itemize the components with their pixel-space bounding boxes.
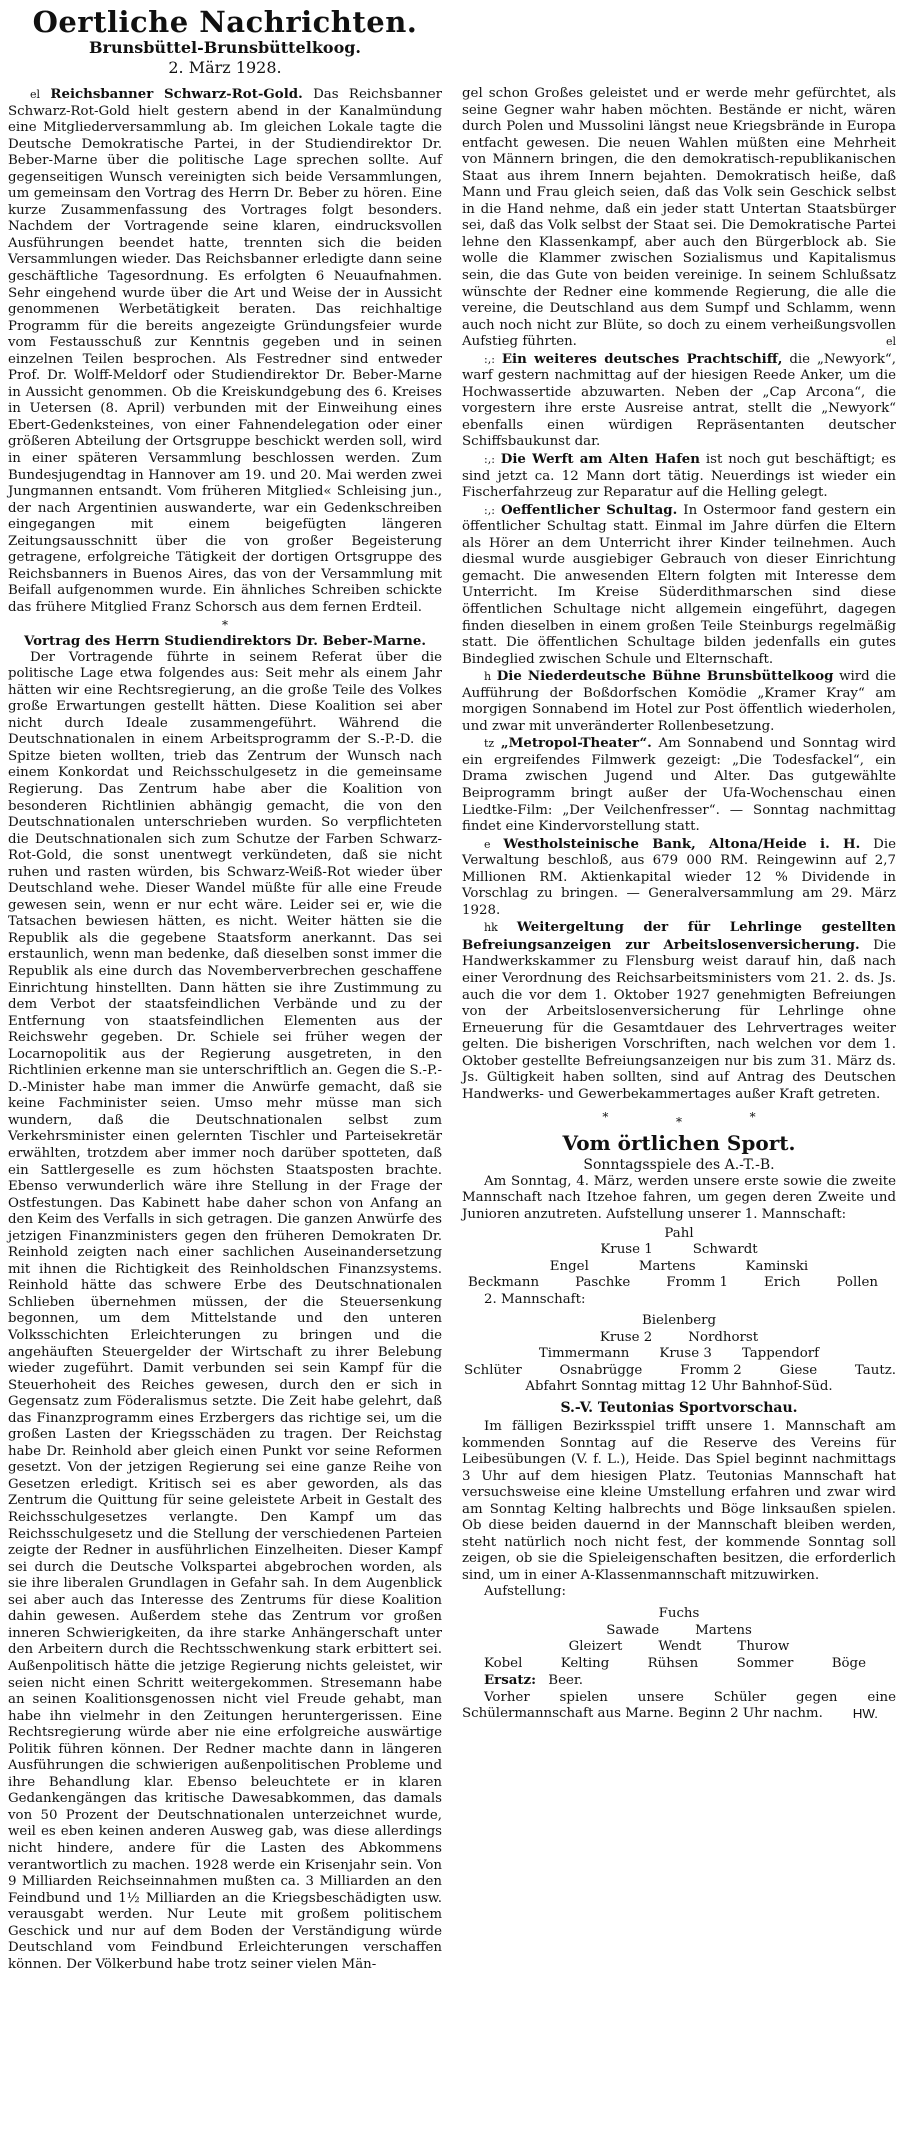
item-body: Am Sonnabend und Sonntag wird ein ergreifendes Filmwerk gezeigt: „Die Todesfackel“, ein Drama zwischen Jugend und Alter. Das gutgewählte Beiprogramm bringt außer der Ufa-Wochenschau einen Liedtke-Film: „Der Veilchenfresser“. — Sonntag nachmittag findet eine Kindervorstellung statt. bbox=[462, 736, 896, 835]
signature: HW. bbox=[852, 1706, 878, 1722]
lineup-row bbox=[462, 1656, 896, 1673]
lineup-row bbox=[462, 1259, 896, 1276]
asterisk: * bbox=[749, 1110, 756, 1125]
news-item bbox=[462, 668, 896, 735]
player: Fromm 2 bbox=[680, 1362, 742, 1378]
player: Schwardt bbox=[692, 1242, 758, 1258]
article-body: Das Reichsbanner Schwarz-Rot-Gold hielt gestern abend in der Kanalmündung eine Mitgliederversammlung ab. Im gleichen Lokale tagte die Deutsche Demokratische Partei, in der Studiendirektor Dr. Beber-Marne über die politische Lage sprechen sollte. Auf gegenseitigen Wunsch vereinigten sich beide Versammlungen, um gemeinsam den Vortrag des Herrn Dr. Beber zu hören. Eine kurze Zusammenfassung des Vortrages folgt besonders. Nachdem der Vortragende seine klaren, eindrucksvollen Ausführungen beendet hatte, trennten sich die beiden Versammlungen wieder. Das Reichsbanner erledigte dann seine geschäftliche Tagesordnung. Es erfolgten 6 Neuaufnahmen. Sehr eingehend wurde über die Art und Weise der in Aussicht genommenen Werbetätigkeit beraten. Das reichhaltige Programm für die bereits angezeigte Gründungsfeier wurde vom Festausschuß zur Kenntnis gegeben und in seinen einzelnen Teilen besprochen. Als Festredner sind entweder Prof. Dr. Wolff-Meldorf oder Studiendirektor Dr. Beber-Marne in Aussicht genommen. Ob die Kreiskundgebung des 6. Kreises in Uetersen (8. April) verbunden mit der Einweihung eines Ebert-Gedenksteines, von einer Fahnendelegation oder einer größeren Abteilung der Ortsgruppe beschickt werden soll, wird in einer späteren Versammlung beschlossen werden. Zum Bundesjugendtag in Hannover am 19. und 20. Mai werden zwei Jungmannen entsandt. Vom früheren Mitglied« Schleising jun., der nach Argentinien auswanderte, war ein Gedenkschreiben eingegangen mit einem beigefügten längeren Zeitungsausschnitt über die von großer Begeisterung getragene, erfolgreiche Tätigkeit der dortigen Ortsgruppe des Reichsbanners in Buenos Aires, das von der Versammlung mit Beifall aufgenommen wurde. Ein ähnliches Schreiben schickte das frühere Mitglied Franz Schorsch aus dem fernen Erdteil. bbox=[8, 87, 442, 615]
departure-note: Abfahrt Sonntag mittag 12 Uhr Bahnhof-Süd. bbox=[525, 1379, 833, 1395]
item-mark: :,: bbox=[484, 503, 495, 517]
left-column bbox=[8, 86, 442, 1973]
lineup-row bbox=[462, 1623, 896, 1640]
lineup-row bbox=[462, 1242, 896, 1259]
asterisk: * bbox=[602, 1110, 609, 1125]
player: Kelting bbox=[560, 1655, 610, 1671]
lineup-row bbox=[462, 1606, 896, 1623]
item-body: Die Handwerkskammer zu Flensburg weist darauf hin, daß nach einer Verordnung des Reichsarbeitsministers vom 21. 2. ds. Js. auch die vor dem 1. Oktober 1927 genehmigten Befreiungen von der Arbeitslosenversicherung für Lehrlinge ohne Erneuerung für die Gesamtdauer des Lehrvertrages weiter gelten. Die bisherigen Vorschriften, nach welchen vor dem 1. Oktober gestellte Befreiungsanzeigen nur bis zum 31. März ds. Js. Gültigkeit haben sollten, sind auf Antrag des Deutschen Handwerks- und Gewerbekammertages außer Kraft getreten. bbox=[462, 937, 896, 1102]
player: Sawade bbox=[606, 1622, 660, 1638]
lineup-team1 bbox=[462, 1226, 896, 1292]
item-mark: h bbox=[484, 670, 492, 684]
player: Martens bbox=[695, 1622, 752, 1638]
news-item bbox=[462, 735, 896, 835]
player: Erich bbox=[764, 1275, 801, 1291]
player: Timmermann bbox=[538, 1346, 630, 1362]
article-reichsbanner bbox=[8, 86, 442, 617]
player: Fromm 1 bbox=[666, 1275, 729, 1291]
player: Kruse 3 bbox=[659, 1346, 712, 1362]
article-body: gel schon Großes geleistet und er werde mehr gefürchtet, als seine Gegner wahr haben möchten. Bestände er nicht, wären durch Polen und Mussolini längst neue Kriegsbrände in Europa entfacht gewesen. Die neuen Wahlen müßten eine Mehrheit von Männern bringen, die den demokratisch-republikanischen Staat aus ihrem Innern bejahten. Demokratisch heiße, daß Mann und Frau gleich seien, daß das Volk sein Geschick selbst in die Hand nehme, daß ein jeder statt Untertan Staatsbürger sei, daß das Volk selbst der Staat sei. Die Demokratische Partei lehne den Klassenkampf, aber auch den Bürgerblock ab. Sie wolle die Klammer zwischen Sozialismus und Kapitalismus sein, die das Gute von beiden vereinige. In seinem Schlußsatz wünschte der Redner eine kommende Regierung, die alle die vereine, die Deutschland aus dem Sumpf und Schlamm, wenn auch noch nicht zur Blüte, so doch zu einem verheißungsvollen Aufstieg führten. bbox=[462, 86, 896, 350]
sport-subheading-teutonia: S.-V. Teutonias Sportvorschau. bbox=[560, 1400, 798, 1417]
author-mark: el bbox=[885, 335, 896, 349]
player: Gleizert bbox=[568, 1639, 623, 1655]
player: Kruse 2 bbox=[599, 1329, 653, 1345]
news-item bbox=[462, 919, 896, 1103]
item-headline: Weitergeltung der für Lehrlinge gestellten Befreiungsanzeigen zur Arbeitslosenversicherung. bbox=[462, 919, 896, 953]
player: Nordhorst bbox=[688, 1329, 759, 1345]
player: Beckmann bbox=[468, 1275, 540, 1291]
player: Martens bbox=[638, 1258, 696, 1274]
player: Tautz. bbox=[854, 1362, 896, 1378]
closing-text: Vorher spielen unsere Schüler gegen eine Schülermannschaft aus Marne. Beginn 2 Uhr nachm. bbox=[462, 1689, 896, 1722]
player: Kobel bbox=[484, 1655, 523, 1671]
item-headline: „Metropol-Theater“. bbox=[500, 735, 652, 752]
player: Bielenberg bbox=[641, 1313, 717, 1329]
closing-note bbox=[462, 1690, 896, 1723]
separator-asterisks bbox=[462, 1109, 896, 1130]
ersatz-value: Beer. bbox=[548, 1673, 584, 1689]
item-mark: hk bbox=[484, 921, 498, 935]
lineup-team2 bbox=[462, 1313, 896, 1379]
masthead bbox=[8, 6, 442, 78]
asterisk: * bbox=[676, 1115, 682, 1130]
player: Osnabrügge bbox=[559, 1362, 643, 1378]
player: Engel bbox=[549, 1258, 589, 1274]
news-items bbox=[462, 351, 896, 1104]
masthead-date: 2. März 1928. bbox=[168, 58, 282, 77]
news-item bbox=[462, 451, 896, 502]
lineup-row bbox=[462, 1275, 896, 1292]
sport-subheading-atb: Sonntagsspiele des A.-T.-B. bbox=[583, 1156, 775, 1173]
player: Pollen bbox=[836, 1275, 878, 1291]
item-body: In Ostermoor fand gestern ein öffentlicher Schultag statt. Einmal im Jahre dürfen die Eltern als Hörer an dem Unterricht ihrer Kinder teilnehmen. Auch diesmal wurde ausgiebiger Gebrauch von dieser Einrichtung gemacht. Die anwesenden Eltern folgten mit Interesse dem Unterricht. Im Kreise Süderdithmarschen sind diese öffentlichen Schultage nicht allgemein eingeführt, dagegen finden dieselben in einem großen Teile Steinburgs regelmäßig statt. Die öffentlichen Schultage bilden jedenfalls ein gutes Bindeglied zwischen Schule und Elternschaft. bbox=[462, 502, 897, 667]
player: Schlüter bbox=[464, 1362, 522, 1378]
item-headline: Die Niederdeutsche Bühne Brunsbüttelkoog bbox=[496, 668, 834, 685]
player: Giese bbox=[779, 1362, 818, 1378]
news-item bbox=[462, 836, 896, 920]
item-mark: :,: bbox=[484, 352, 495, 366]
sport-section-title: Vom örtlichen Sport. bbox=[562, 1130, 796, 1155]
player: Wendt bbox=[658, 1639, 702, 1655]
article-continuation bbox=[462, 86, 896, 351]
player: Kruse 1 bbox=[600, 1242, 653, 1258]
player: Thurow bbox=[737, 1639, 790, 1655]
news-item bbox=[462, 502, 896, 668]
lineup-row bbox=[462, 1639, 896, 1656]
item-body: Die Verwaltung beschloß, aus 679 000 RM. Reingewinn auf 2,7 Millionen RM. Aktienkapital wieder 12 % Dividende in Vorschlag zu bringen. — Generalversammlung am 29. März 1928. bbox=[462, 836, 896, 918]
item-mark: :,: bbox=[484, 453, 495, 467]
item-body: die „Newyork“, warf gestern nachmittag auf der hiesigen Reede Anker, um die Hochwassertide abzuwarten. Neben der „Cap Arcona“, die vorgestern ihre erste Ausreise antrat, stellt die „Newyork“ ebenfalls einen würdigen Repräsentanten deutscher Schiffsbaukunst dar. bbox=[462, 351, 896, 450]
masthead-subtitle: Brunsbüttel-Brunsbüttelkoog. bbox=[89, 38, 361, 57]
item-headline: Oeffentlicher Schultag. bbox=[500, 501, 678, 518]
news-item bbox=[462, 351, 896, 451]
player: Kaminski bbox=[745, 1258, 809, 1274]
right-column bbox=[462, 86, 896, 1723]
player: Paschke bbox=[575, 1275, 631, 1291]
lineup-row bbox=[462, 1363, 896, 1380]
lineup-label: Aufstellung: bbox=[484, 1584, 567, 1600]
player: Sommer bbox=[736, 1655, 794, 1671]
sport-intro: Am Sonntag, 4. März, werden unsere erste sowie die zweite Mannschaft nach Itzehoe fahren, um gegen deren Zweite und Junioren anzutreten. Aufstellung unserer 1. Mannschaft: bbox=[462, 1173, 896, 1222]
player: Tappendorf bbox=[741, 1346, 820, 1362]
article-headline: Reichsbanner Schwarz-Rot-Gold. bbox=[50, 86, 303, 102]
article-headline: Vortrag des Herrn Studiendirektors Dr. Beber-Marne. bbox=[24, 633, 426, 650]
item-mark: tz bbox=[484, 737, 495, 751]
player: Pahl bbox=[664, 1225, 694, 1241]
player: Böge bbox=[831, 1655, 866, 1671]
lineup-row bbox=[462, 1346, 896, 1363]
lineup-row bbox=[462, 1226, 896, 1243]
lineup-row bbox=[462, 1313, 896, 1330]
player: Fuchs bbox=[658, 1606, 700, 1622]
ersatz-label: Ersatz: bbox=[484, 1672, 537, 1689]
player: Rühsen bbox=[647, 1655, 699, 1671]
team2-label: 2. Mannschaft: bbox=[484, 1291, 586, 1307]
lineup-row bbox=[462, 1330, 896, 1347]
item-mark: e bbox=[484, 837, 491, 851]
item-body: wird die Aufführung der Boßdorfschen Komödie „Kramer Kray“ am morgigen Sonnabend im Hotel zur Post öffentlich wiederholen, und zwar mit unveränderter Rollenbesetzung. bbox=[462, 669, 896, 734]
masthead-title: Oertliche Nachrichten. bbox=[32, 5, 418, 39]
item-headline: Die Werft am Alten Hafen bbox=[500, 451, 700, 468]
item-headline: Ein weiteres deutsches Prachtschiff, bbox=[501, 350, 783, 367]
author-mark: el bbox=[30, 88, 41, 101]
item-body: ist noch gut beschäftigt; es sind jetzt ca. 12 Mann dort tätig. Neuerdings ist wieder ein Fischerfahrzeug zur Reparatur auf die Helling gelegt. bbox=[462, 452, 896, 501]
lineup-teutonia bbox=[462, 1606, 896, 1672]
teutonia-text: Im fälligen Bezirksspiel trifft unsere 1. Mannschaft am kommenden Sonntag auf die Reserve des Vereins für Leibesübungen (V. f. L.), Heide. Das Spiel beginnt nachmittags 3 Uhr auf dem hiesigen Platz. Teutonias Mannschaft hat versuchsweise eine kleine Umstellung erfahren und zwar wird am Sonntag Kelting halbrechts und Böge linksaußen spielen. Ob diese beiden dauernd in der Mannschaft bleiben werden, steht natürlich noch nicht fest, der kommende Sonntag soll zeigen, ob sie die Spieleigenschaften besitzen, die erforderlich sind, um in einer A-Klassenmannschaft mitzuwirken. bbox=[462, 1419, 896, 1583]
article-body: Der Vortragende führte in seinem Referat über die politische Lage etwa folgendes aus: Seit mehr als einem Jahr hätten wir eine Rechtsregierung, an die große Teile des Volkes große Erwartungen gestellt hätten. Diese Koalition sei aber nicht durch Ideale zusammengeführt. Während die Deutschnationalen in einem Arbeitsprogramm der S.-P.-D. die Spitze bieten wollten, trieb das Zentrum der Wunsch nach einem Konkordat und Reichsschulgesetz in die gemeinsame Regierung. Das Zentrum habe aber die Koalition von besonderen Richtlinien abhängig gemacht, die von den Deutschnationalen unterschrieben wurden. So verpflichteten die Deutschnationalen sich zum Schutze der Farben Schwarz-Rot-Gold, die sonst unentwegt verkündeten, daß sie nicht ruhen und rasten würden, bis Schwarz-Weiß-Rot wieder über Deutschland wehe. Dieser Wandel müßte für alle eine Freude gewesen sein, wenn er nur echt wäre. Leider sei er, wie die Tatsachen bewiesen hätten, es nicht. Weiter hätten sie die Republik als die gegebene Staatsform anerkannt. Das sei erstaunlich, wenn man bedenke, daß dieselben sonst immer die Republik als eine durch das Novemberverbrechen geschaffene Einrichtung hinstellten. Dann hätten sie ihre Zustimmung zu dem Verbot der staatsfeindlichen Verbände und zu der Entfernung von staatsfeindlichen Elementen aus der Reichswehr gegeben. Dr. Schiele sei früher wegen der Locarnopolitik aus der Regierung ausgetreten, in den Richtlinien erkenne man sie unterschriftlich an. Gegen die S.-P.-D.-Minister habe man immer die Anwürfe gemacht, daß sie keine Fachminister seien. Umso mehr müsse man sich wundern, daß die Deutschnationalen selbst zum Verkehrsminister einen gelernten Tischler und Parteisekretär erwählten, trotzdem aber immer noch darüber spotteten, daß ein Sattlergeselle es zum höchsten Staatsposten brachte. Ebenso verwunderlich wäre ihre Stellung in der Frage der Ostfestungen. Das Kabinett habe daher schon von Anfang an den Keim des Verfalls in sich getragen. Die ganzen Anwürfe des jetzigen Finanzministers gegen den früheren Demokraten Dr. Reinhold zeigten nach einer sachlichen Auseinandersetzung mit ihnen die Richtigkeit des Reinholdschen Finanzsystems. Reinhold hätte das schwere Erbe des Deutschnationalen Schlieben übernehmen müssen, der die Steuersenkung begonnen, um dem Mittelstande und den unteren Volksschichten Erleichterungen zu bringen und die angehäuften Steuergelder der Wirtschaft zu ihrer Belebung wieder zugeführt. Damit verbunden sei sein Kampf für die Steuerhoheit des Reiches gewesen, durch den er sich in Gegensatz zum Föderalismus setzte. Die Zeit habe gelehrt, daß das Finanzprogramm eines Erzbergers das richtige sei, um die großen Lasten der Kriegsschäden zu tragen. Der Reichstag habe Dr. Reinhold aber gleich einen Punkt vor seine Reformen gesetzt. Von der jetzigen Regierung sei eine ganze Reihe von Gesetzen erledigt. Kritisch sei es aber geworden, als das Zentrum die Quittung für seine geleistete Arbeit in Gestalt des Reichsschulgesetzes verlangte. Den Kampf um das Reichsschulgesetz und die Stellung der verschiedenen Parteien zeigte der Redner in ausführlichen Einzelheiten. Dieser Kampf sei durch die Deutsche Volkspartei abgebrochen worden, als sie ihre liberalen Grundlagen in Gefahr sah. In dem Augenblick sei aber auch das Interesse des Zentrums für diese Koalition dahin gewesen. Außerdem stehe das Zentrum vor großen inneren Schwierigkeiten, da ihre starke Anhängerschaft unter den Arbeitern durch die Rechtsschwenkung stark erbittert sei. Außenpolitisch hätte die jetzige Regierung nichts geleistet, wir seien nicht einen Schritt weitergekommen. Stresemann habe an seinen Koalitionsgenossen nicht viel Freude gehabt, man habe ihn vielmehr in den Zeitungen heruntergerissen. Eine Rechtsregierung würde aber nie eine erfolgreiche auswärtige Politik führen können. Der Redner machte dann in längeren Ausführungen die schwierigen außenpolitischen Probleme und ihre Behandlung klar. Ebenso beleuchtete er in klaren Gedankengängen das kritische Dawesabkommen, das damals von 50 Prozent der Deutschnationalen unterzeichnet wurde, weil es eben keinen anderen Ausweg gab, was diese allerdings nicht hindere, andere für die Lasten des Abkommens verantwortlich zu machen. 1928 werde ein Krisenjahr sein. Von 9 Milliarden Reichseinnahmen mußten ca. 3 Milliarden an den Feindbund und 1½ Milliarden an die Kriegsbeschädigten usw. verausgabt werden. Nur Leute mit großem politischem Geschick und nur auf dem Boden der Verständigung würde Deutschland vom Feindbund Erleichterungen verschaffen können. Der Völkerbund habe trotz seiner vielen Män- bbox=[8, 649, 442, 1972]
item-headline: Westholsteinische Bank, Altona/Heide i. H. bbox=[503, 835, 861, 852]
separator-asterisk: * bbox=[222, 617, 228, 632]
ersatz-line bbox=[462, 1672, 896, 1690]
